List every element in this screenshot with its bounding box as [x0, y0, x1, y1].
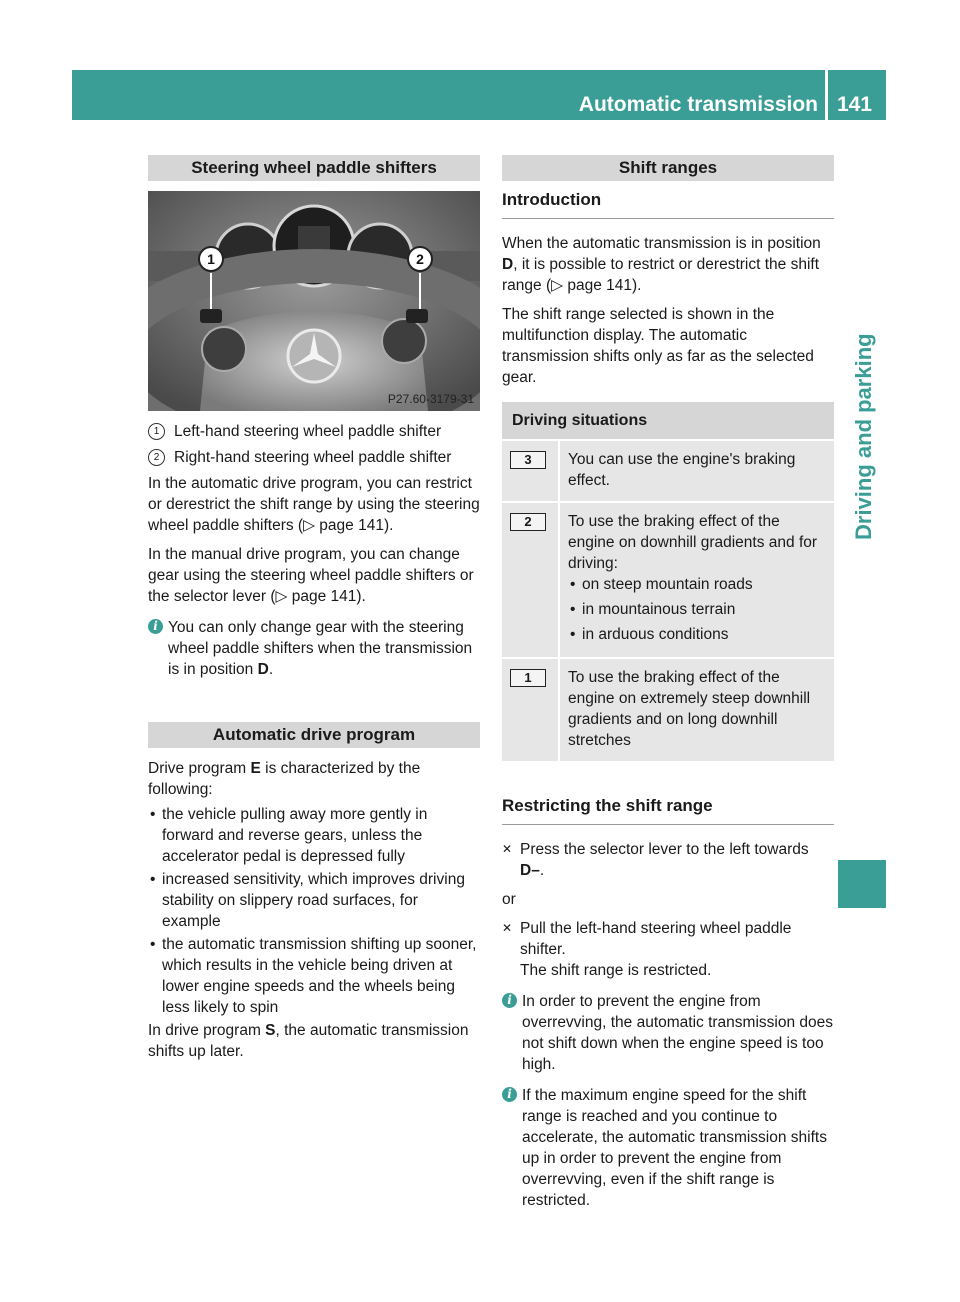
- list-item: • in mountainous terrain: [570, 601, 736, 618]
- legend-text-2: Right-hand steering wheel paddle shifter: [174, 449, 452, 466]
- gear-1-symbol: 1: [510, 669, 546, 687]
- table-row: [502, 502, 834, 658]
- info-note-paddle: [148, 617, 480, 680]
- legend-number-1: 1: [148, 423, 165, 440]
- auto-outro-bold: S: [265, 1022, 276, 1039]
- header-title: Automatic transmission: [578, 93, 818, 116]
- info-note-max-speed: [502, 1085, 834, 1211]
- table-header: Driving situations: [502, 402, 834, 440]
- callout-2: [408, 247, 432, 271]
- step-1-end: .: [539, 862, 545, 879]
- step-arrow-icon: ✕: [502, 842, 513, 856]
- info-text: If the maximum engine speed for the shift range is reached and you continue to accelerate, the automatic transmission shifts up in order to prevent the engine from overrevving, even if the shift range is restricted.: [522, 1087, 827, 1209]
- list-item-text: in arduous conditions: [582, 626, 729, 643]
- auto-bullet-list: [148, 804, 480, 1018]
- header-divider: [825, 70, 828, 120]
- right-paddle-shifter: [406, 309, 428, 323]
- gear-2-symbol: 2: [510, 513, 546, 531]
- auto-intro: [148, 758, 480, 800]
- auto-intro-bold: E: [250, 760, 261, 777]
- auto-outro: [148, 1020, 480, 1062]
- subheading-restricting: Restricting the shift range: [502, 789, 834, 825]
- chapter-tab: [838, 120, 886, 910]
- section-heading-automatic-drive: Automatic drive program: [148, 722, 480, 748]
- instruction-step-1: [502, 839, 834, 881]
- table-cell: [559, 502, 834, 658]
- table-row: [502, 658, 834, 762]
- right-column: [502, 155, 834, 1219]
- section-heading-paddle-shifters: Steering wheel paddle shifters: [148, 155, 480, 181]
- list-item-text: increased sensitivity, which improves driving stability on slippery road surfaces, for example: [162, 871, 465, 930]
- shift-p1-bold: D: [502, 256, 514, 273]
- gear-2-bullet-list: [568, 574, 826, 645]
- list-item-text: the vehicle pulling away more gently in forward and reverse gears, unless the accelerator pedal is depressed fully: [162, 806, 428, 865]
- info-icon: i: [502, 1087, 517, 1102]
- page-header: [72, 70, 886, 120]
- info-icon: i: [502, 993, 517, 1008]
- list-item-text: in mountainous terrain: [582, 601, 736, 618]
- driving-situations-table: [502, 402, 834, 763]
- table-cell-text: To use the braking effect of the engine on downhill gradients and for driving:: [568, 513, 818, 572]
- list-item: • increased sensitivity, which improves driving stability on slippery road surfaces, for example: [150, 871, 465, 930]
- legend-item-2: [148, 447, 480, 468]
- auto-intro-end: is characterized by the following:: [148, 760, 421, 798]
- step-2-text: Pull the left-hand steering wheel paddle shifter.: [520, 920, 792, 958]
- info-icon: i: [148, 619, 163, 634]
- page-number: 141: [836, 93, 872, 116]
- gear-3-symbol: 3: [510, 451, 546, 469]
- legend-text-1: Left-hand steering wheel paddle shifter: [174, 423, 442, 440]
- info-note-overrevving: [502, 991, 834, 1075]
- or-text: or: [502, 891, 516, 908]
- info-text: In order to prevent the engine from overrevving, the automatic transmission does not shift down when the engine speed is too high.: [522, 993, 834, 1073]
- steering-wheel-photo: [148, 191, 480, 411]
- shift-p1-end: , it is possible to restrict or derestrict the shift range (▷ page 141).: [502, 256, 820, 294]
- right-control-pad: [382, 319, 426, 363]
- shift-paragraph-1: [502, 233, 834, 296]
- list-item: • the vehicle pulling away more gently in forward and reverse gears, unless the accelerator pedal is depressed fully: [150, 806, 428, 865]
- left-column: [148, 155, 480, 1070]
- shift-paragraph-2: The shift range selected is shown in the multifunction display. The automatic transmission shifts only as far as the selected gear.: [502, 306, 814, 386]
- list-item: • in arduous conditions: [570, 626, 729, 643]
- info-text-end: .: [268, 661, 274, 678]
- left-paddle-shifter: [200, 309, 222, 323]
- table-cell: You can use the engine's braking effect.: [559, 440, 834, 502]
- info-text: You can only change gear with the steering wheel paddle shifters when the transmission is in position: [168, 619, 473, 678]
- step-1-bold: D–: [520, 862, 540, 879]
- list-item-text: on steep mountain roads: [582, 576, 753, 593]
- paddle-paragraph-2: In the manual drive program, you can change gear using the steering wheel paddle shifters or the selector lever (▷ page 141).: [148, 546, 474, 605]
- callout-1: [199, 247, 223, 271]
- auto-intro-text: Drive program: [148, 760, 251, 777]
- photo-reference-code: P27.60-3179-31: [387, 392, 474, 406]
- list-item: • the automatic transmission shifting up sooner, which results in the vehicle being driven at lower engine speeds and the wheels being less likely to spin: [150, 936, 477, 1016]
- callout-1-number: 1: [207, 251, 215, 267]
- chapter-tab-marker: [838, 860, 886, 908]
- list-item-text: the automatic transmission shifting up sooner, which results in the vehicle being driven at lower engine speeds and the wheels being less likely to spin: [162, 936, 477, 1016]
- step-arrow-icon: ✕: [502, 921, 513, 935]
- legend-item-1: [148, 421, 480, 442]
- legend-number-2: 2: [148, 449, 165, 466]
- section-heading-shift-ranges: Shift ranges: [502, 155, 834, 181]
- instruction-step-2: [502, 918, 834, 981]
- table-row: [502, 440, 834, 502]
- steering-wheel-illustration: [148, 191, 480, 411]
- table-cell: To use the braking effect of the engine on extremely steep downhill gradients and on long downhill stretches: [559, 658, 834, 762]
- paddle-paragraph-1: In the automatic drive program, you can restrict or derestrict the shift range by using the steering wheel paddle shifters (▷ page 141).: [148, 475, 480, 534]
- auto-outro-end: , the automatic transmission shifts up later.: [148, 1022, 469, 1060]
- step-1-text: Press the selector lever to the left towards: [520, 841, 809, 858]
- left-control-pad: [202, 327, 246, 371]
- chapter-tab-label: Driving and parking: [851, 333, 876, 540]
- shift-p1-text: When the automatic transmission is in position: [502, 235, 821, 252]
- step-2-result: The shift range is restricted.: [520, 962, 712, 979]
- callout-2-number: 2: [416, 251, 424, 267]
- info-text-bold: D: [257, 661, 269, 678]
- auto-outro-text: In drive program: [148, 1022, 266, 1039]
- list-item: • on steep mountain roads: [570, 576, 753, 593]
- subheading-introduction: Introduction: [502, 183, 834, 219]
